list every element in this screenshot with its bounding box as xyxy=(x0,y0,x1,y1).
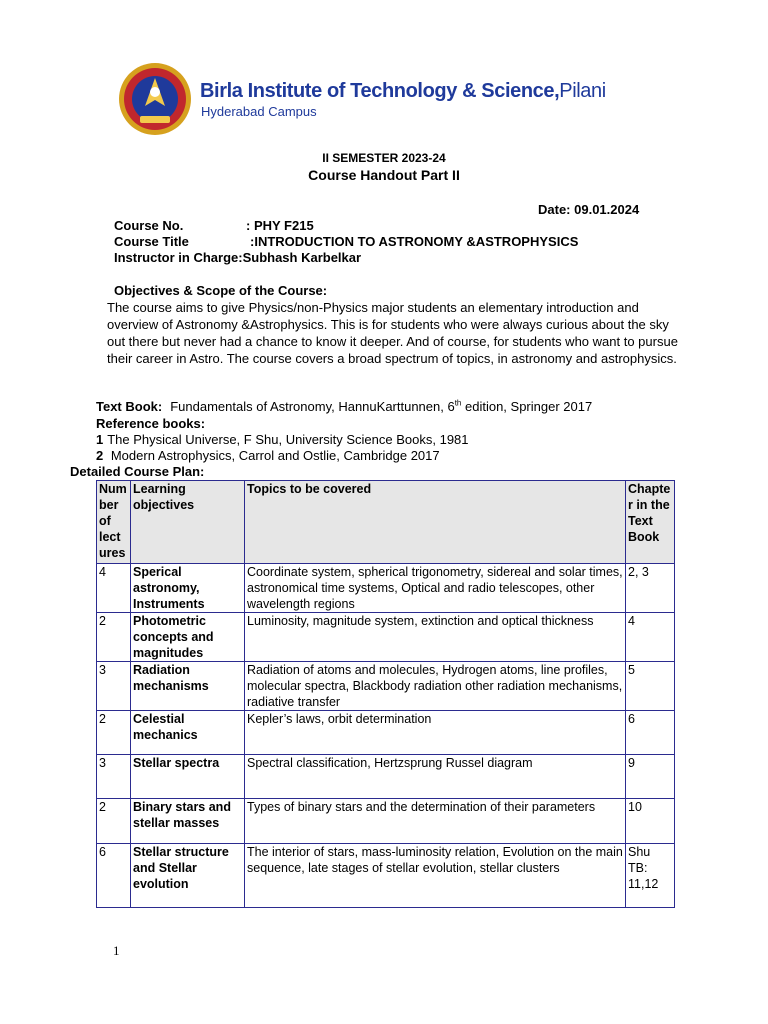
cell-lectures: 2 xyxy=(97,613,131,662)
cell-topics: The interior of stars, mass-luminosity relation, Evolution on the main sequence, late stages of stellar evolution, stellar clusters xyxy=(245,844,626,908)
reference-book-item: 1 The Physical Universe, F Shu, University Science Books, 1981 xyxy=(96,432,469,447)
table-row xyxy=(97,799,675,844)
reference-book-item: 2 Modern Astrophysics, Carrol and Ostlie, Cambridge 2017 xyxy=(96,448,440,463)
handout-date: Date: 09.01.2024 xyxy=(538,202,640,217)
course-number-label: Course No. xyxy=(114,218,184,233)
table-row xyxy=(97,844,675,908)
institute-name: Birla Institute of Technology & Science,Pilani xyxy=(200,80,606,102)
cell-chapter: 9 xyxy=(626,755,675,799)
cell-objective: Binary stars and stellar masses xyxy=(131,799,245,844)
cell-chapter: Shu TB: 11,12 xyxy=(626,844,675,908)
course-plan-table xyxy=(96,480,675,908)
cell-chapter: 2, 3 xyxy=(626,564,675,613)
course-plan-title: Detailed Course Plan: xyxy=(70,464,205,479)
table-row xyxy=(97,755,675,799)
course-title-row xyxy=(114,234,579,249)
cell-topics: Coordinate system, spherical trigonometry, sidereal and solar times, astronomical time systems, Optical and radio telescopes, other wavelength regions xyxy=(245,564,626,613)
table-row xyxy=(97,662,675,711)
header-objectives: Learning objectives xyxy=(131,481,245,564)
text-book xyxy=(96,399,592,414)
semester: II SEMESTER 2023-24 xyxy=(322,151,446,165)
table-row xyxy=(97,613,675,662)
instructor-label: Instructor in Charge xyxy=(114,250,239,265)
course-title-value: :INTRODUCTION TO ASTRONOMY &ASTROPHYSICS xyxy=(250,234,579,249)
cell-objective: Photometric concepts and magnitudes xyxy=(131,613,245,662)
cell-topics: Spectral classification, Hertzsprung Russel diagram xyxy=(245,755,626,799)
instructor-row xyxy=(114,250,361,265)
instructor-value: :Subhash Karbelkar xyxy=(238,250,362,265)
cell-objective: Sperical astronomy, Instruments xyxy=(131,564,245,613)
header-chapter: Chapter in the Text Book xyxy=(626,481,675,564)
cell-chapter: 4 xyxy=(626,613,675,662)
table-row xyxy=(97,564,675,613)
cell-lectures: 2 xyxy=(97,799,131,844)
cell-objective: Stellar spectra xyxy=(131,755,245,799)
page-number: 1 xyxy=(113,943,120,958)
cell-chapter: 10 xyxy=(626,799,675,844)
cell-lectures: 3 xyxy=(97,662,131,711)
cell-chapter: 5 xyxy=(626,662,675,711)
bits-pilani-seal-icon xyxy=(118,62,192,136)
cell-objective: Stellar structure and Stellar evolution xyxy=(131,844,245,908)
cell-topics: Radiation of atoms and molecules, Hydrogen atoms, line profiles, molecular spectra, Blackbody radiation other radiation mechanisms, radiative transfer xyxy=(245,662,626,711)
cell-objective: Celestial mechanics xyxy=(131,711,245,755)
text-book-value: Fundamentals of Astronomy, HannuKarttunnen, 6th edition, Springer 2017 xyxy=(170,399,593,415)
cell-lectures: 4 xyxy=(97,564,131,613)
cell-chapter: 6 xyxy=(626,711,675,755)
campus-name: Hyderabad Campus xyxy=(201,104,317,119)
table-row xyxy=(97,711,675,755)
course-number-row xyxy=(114,218,314,233)
cell-topics: Luminosity, magnitude system, extinction and optical thickness xyxy=(245,613,626,662)
document-title: Course Handout Part II xyxy=(308,167,460,183)
reference-books-title: Reference books: xyxy=(96,416,206,431)
cell-topics: Kepler’s laws, orbit determination xyxy=(245,711,626,755)
course-title-label: Course Title xyxy=(114,234,189,249)
cell-lectures: 6 xyxy=(97,844,131,908)
cell-topics: Types of binary stars and the determination of their parameters xyxy=(245,799,626,844)
cell-lectures: 3 xyxy=(97,755,131,799)
objectives-title: Objectives & Scope of the Course: xyxy=(114,283,328,298)
header-lectures: Number of lectures xyxy=(97,481,131,564)
text-book-label: Text Book: xyxy=(96,399,163,415)
cell-lectures: 2 xyxy=(97,711,131,755)
cell-objective: Radiation mechanisms xyxy=(131,662,245,711)
table-header-row xyxy=(97,481,675,564)
course-number-value: : PHY F215 xyxy=(246,218,314,233)
objectives-text: The course aims to give Physics/non-Physics major students an elementary introduction and overview of Astronomy &Astrophysics. This is for students who were always curious about the sky out there but never had a chance to know it deeper. And of course, for students who want to pursue their career in Astro. The course covers a broad spectrum of topics, in astronomy and astrophysics. xyxy=(107,300,678,366)
header-topics: Topics to be covered xyxy=(245,481,626,564)
institute-city: Pilani xyxy=(559,80,606,102)
